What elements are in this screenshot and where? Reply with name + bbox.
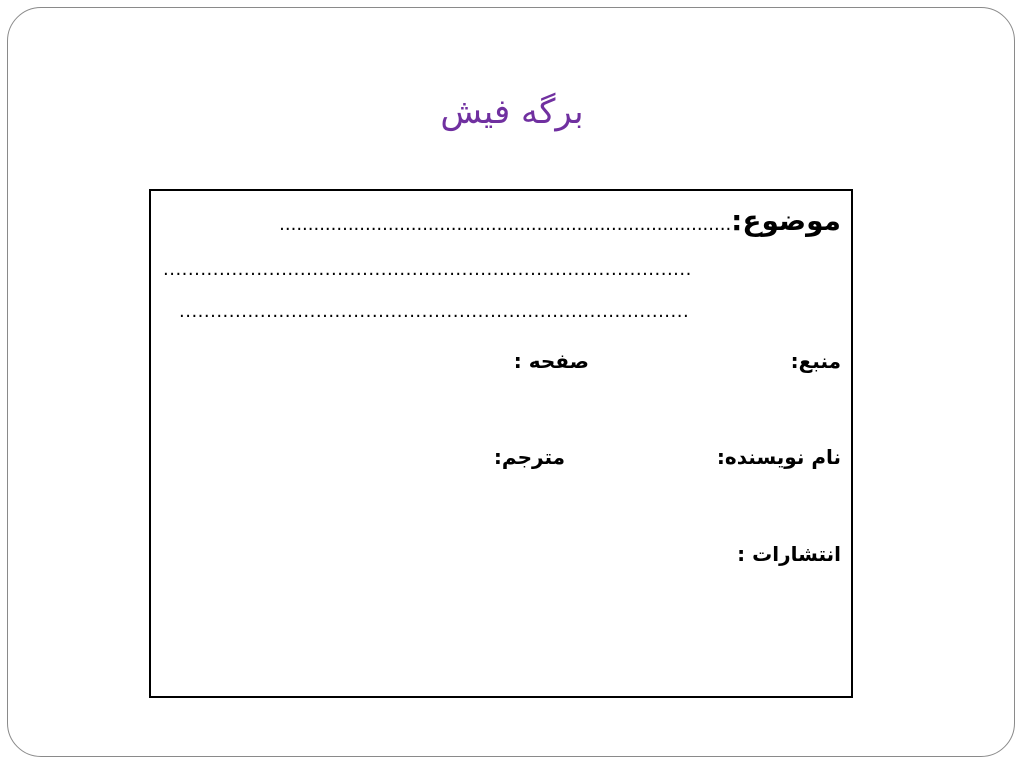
publisher-label: انتشارات : — [737, 542, 841, 566]
author-label: نام نویسنده: — [716, 445, 841, 469]
slide-title: برگه فیش — [440, 92, 584, 132]
translator-label: مترجم: — [493, 445, 565, 469]
subject-row — [279, 204, 841, 237]
dotted-line-2: .................................................................................. — [179, 301, 690, 322]
dotted-line-1: ..................................................................................... — [163, 259, 692, 280]
subject-label: موضوع: — [731, 204, 841, 237]
fiche-card — [149, 189, 853, 698]
source-label: منبع: — [790, 349, 841, 373]
subject-dots: ............................................................................... — [279, 214, 732, 235]
page-label: صفحه : — [513, 349, 589, 373]
